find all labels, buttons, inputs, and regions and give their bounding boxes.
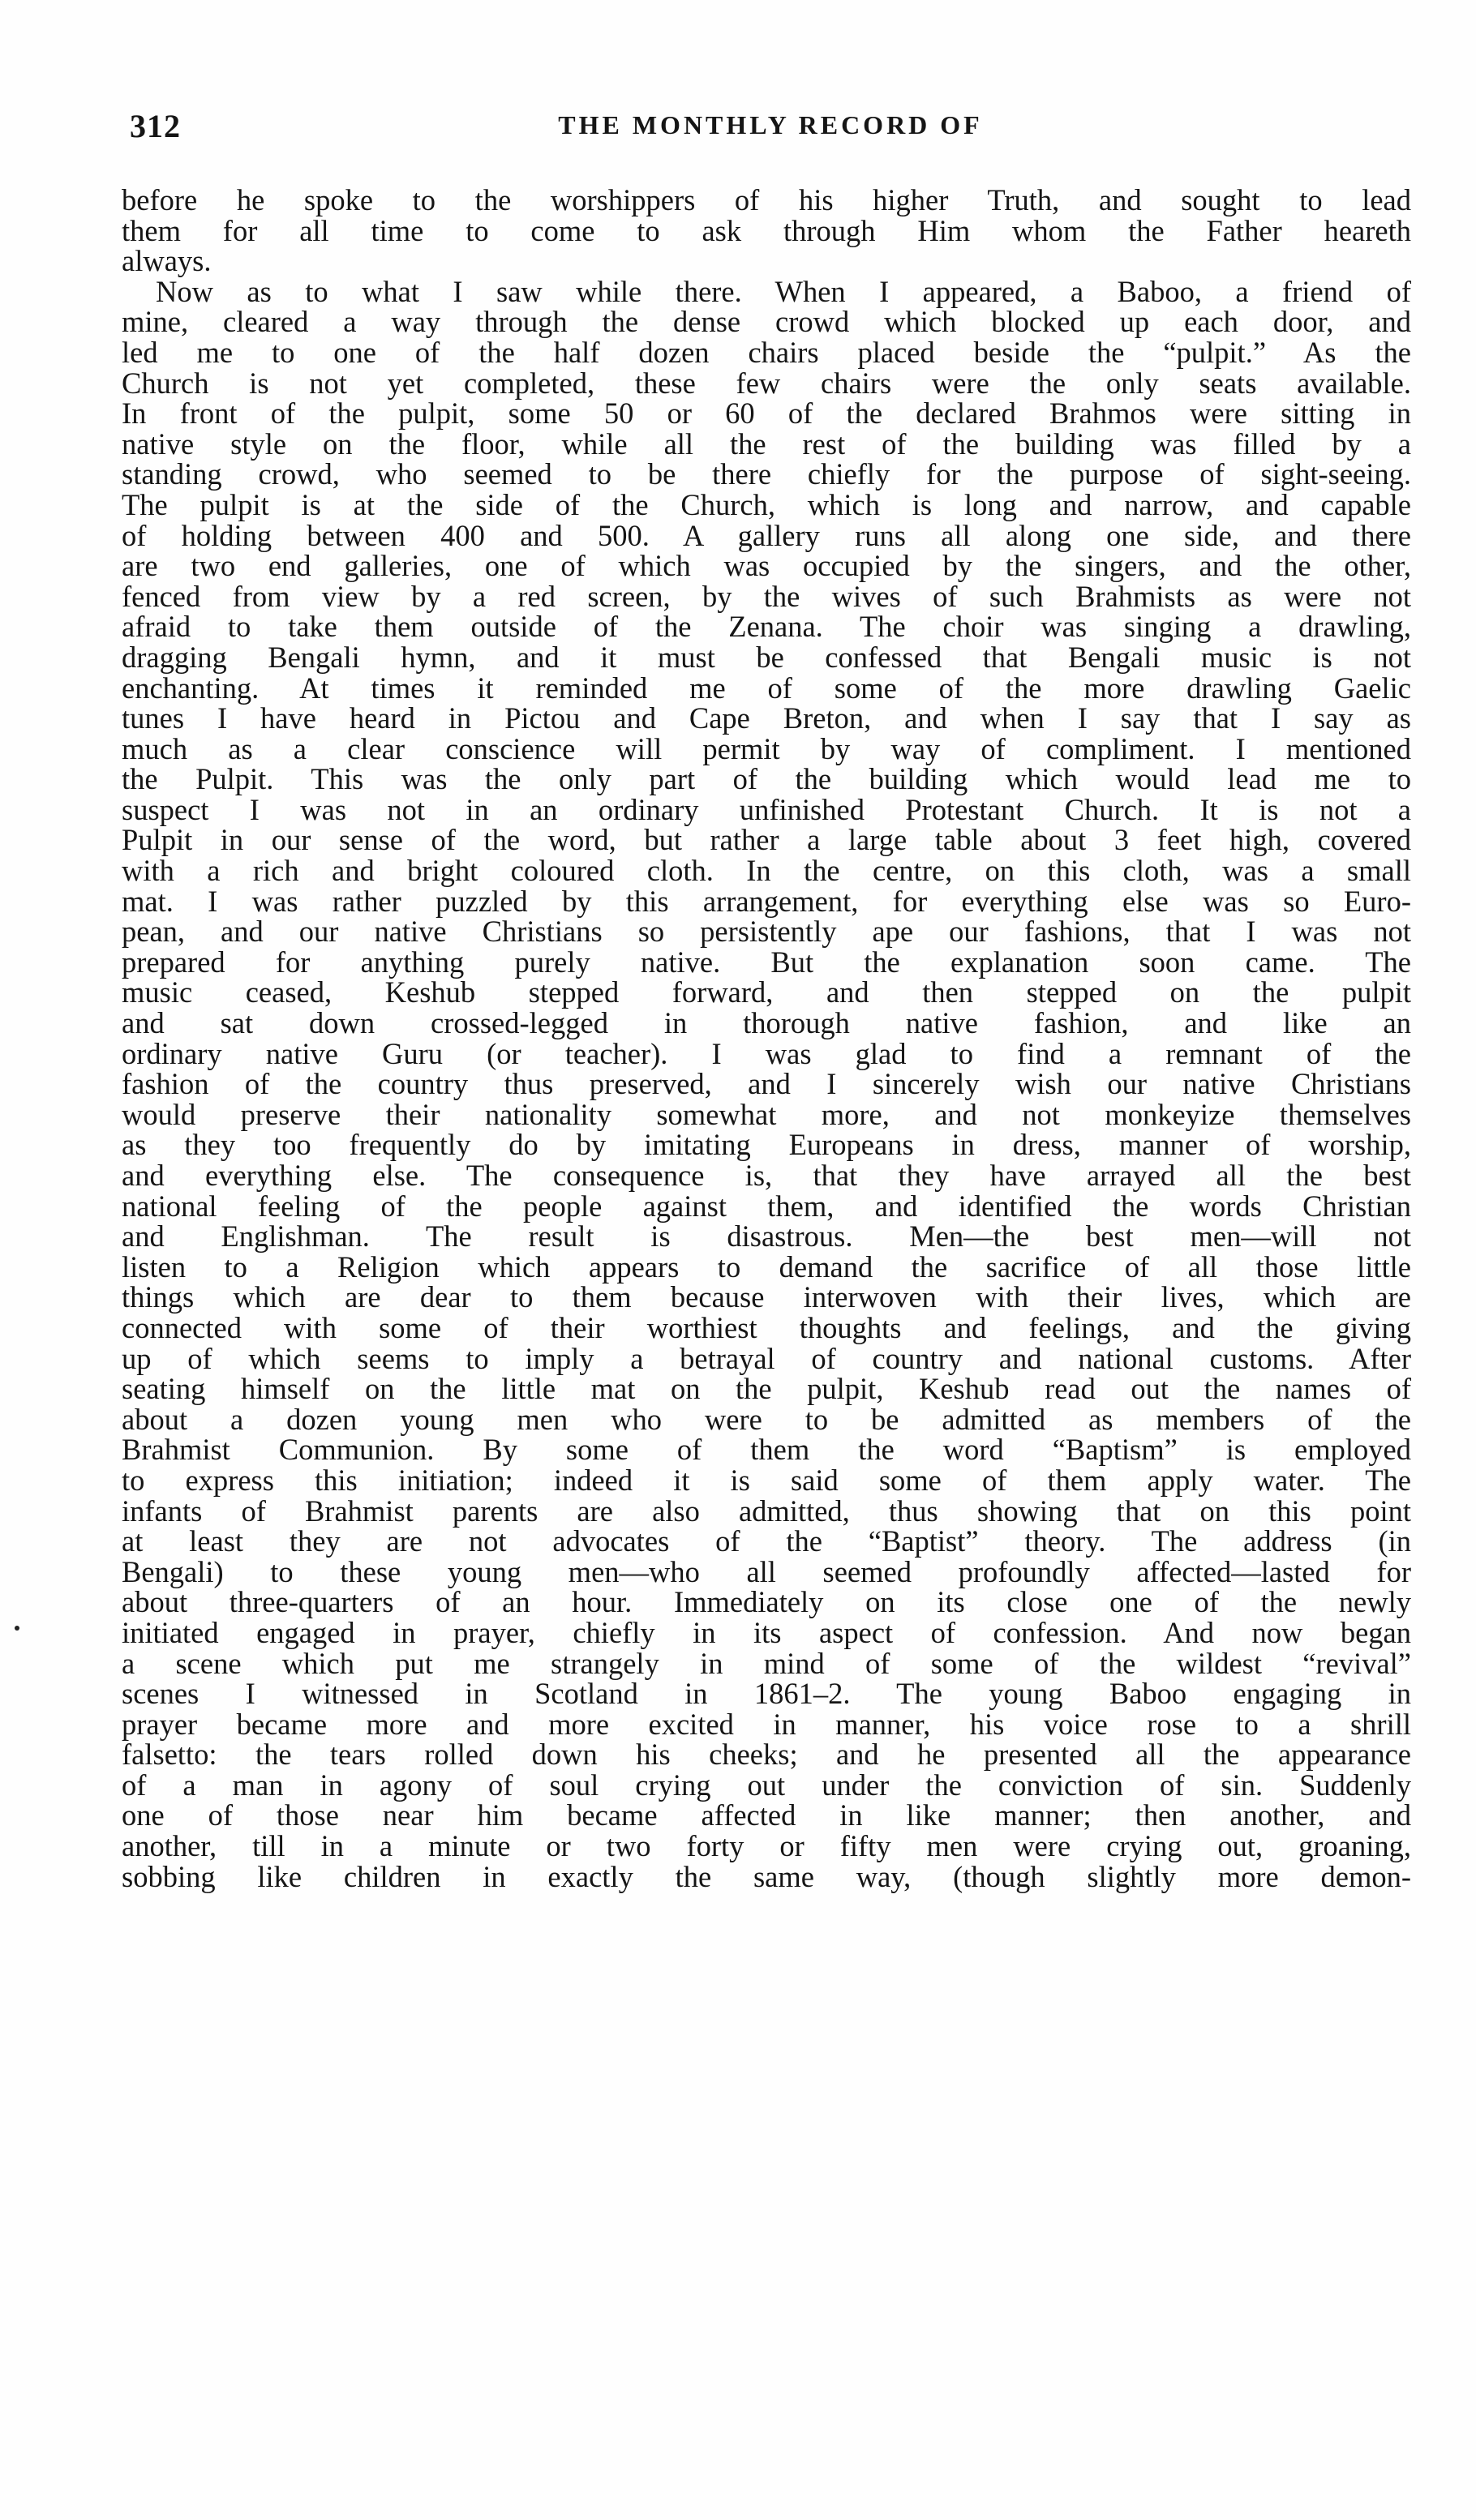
- text-line: the Pulpit. This was the only part of the building which would lead me to: [122, 762, 1411, 796]
- text-line: music ceased, Keshub stepped forward, and then stepped on the pulpit: [122, 975, 1411, 1009]
- text-line: at least they are not advocates of the “Baptist” theory. The address (in: [122, 1524, 1411, 1558]
- text-line: prayer became more and more excited in manner, his voice rose to a shrill: [122, 1707, 1411, 1741]
- text-line: and Englishman. The result is disastrous. Men—the best men—will not: [122, 1219, 1411, 1254]
- text-line: Now as to what I saw while there. When I appeared, a Baboo, a friend of: [156, 274, 1411, 308]
- text-line: national feeling of the people against them, and identified the words Christian: [122, 1189, 1411, 1223]
- text-line: scenes I witnessed in Scotland in 1861–2. The young Baboo engaging in: [122, 1677, 1411, 1711]
- text-line: Bengali) to these young men—who all seemed profoundly affected—lasted for: [122, 1554, 1411, 1588]
- text-line: mine, cleared a way through the dense crowd which blocked up each door, and: [122, 305, 1411, 339]
- text-line: with a rich and bright coloured cloth. In the centre, on this cloth, was a small: [122, 854, 1411, 888]
- text-line: listen to a Religion which appears to demand the sacrifice of all those little: [122, 1249, 1411, 1284]
- text-line: another, till in a minute or two forty or fifty men were crying out, groaning,: [122, 1829, 1411, 1863]
- text-line: of a man in agony of soul crying out under the conviction of sin. Suddenly: [122, 1768, 1411, 1802]
- text-line: suspect I was not in an ordinary unfinished Protestant Church. It is not a: [122, 792, 1411, 826]
- text-line: and everything else. The consequence is, that they have arrayed all the best: [122, 1159, 1411, 1192]
- text-line: sobbing like children in exactly the same way, (though slightly more demon-: [122, 1859, 1411, 1893]
- text-line: Pulpit in our sense of the word, but rather a large table about 3 feet high, covered: [122, 823, 1411, 857]
- text-line: a scene which put me strangely in mind of some of the wildest “revival”: [122, 1646, 1411, 1680]
- text-line: up of which seems to imply a betrayal of country and national customs. After: [122, 1341, 1411, 1375]
- text-line: standing crowd, who seemed to be there chiefly for the purpose of sight-seeing.: [122, 457, 1411, 491]
- running-head: [130, 107, 1411, 156]
- text-line: seating himself on the little mat on the pulpit, Keshub read out the names of: [122, 1372, 1411, 1406]
- text-line: dragging Bengali hymn, and it must be confessed that Bengali music is not: [122, 640, 1411, 674]
- text-line: fashion of the country thus preserved, and I sincerely wish our native Christians: [122, 1067, 1411, 1101]
- running-title: THE MONTHLY RECORD OF: [558, 110, 983, 139]
- text-line: infants of Brahmist parents are also admitted, thus showing that on this point: [122, 1494, 1411, 1528]
- text-line: led me to one of the half dozen chairs placed beside the “pulpit.” As the: [122, 335, 1411, 369]
- text-line: as they too frequently do by imitating Europeans in dress, manner of worship,: [122, 1128, 1411, 1162]
- text-line: of holding between 400 and 500. A gallery runs all along one side, and there: [122, 518, 1411, 552]
- text-line: pean, and our native Christians so persistently ape our fashions, that I was not: [122, 915, 1411, 949]
- text-line: before he spoke to the worshippers of his higher Truth, and sought to lead: [122, 183, 1411, 216]
- text-line: initiated engaged in prayer, chiefly in its aspect of confession. And now began: [122, 1615, 1411, 1649]
- text-line: afraid to take them outside of the Zenana. The choir was singing a drawling,: [122, 610, 1411, 644]
- text-line: to express this initiation; indeed it is said some of them apply water. The: [122, 1463, 1411, 1497]
- text-line: are two end galleries, one of which was occupied by the singers, and the other,: [122, 549, 1411, 583]
- text-line: Church is not yet completed, these few chairs were the only seats available.: [122, 366, 1411, 400]
- text-line: connected with some of their worthiest thoughts and feelings, and the giving: [122, 1310, 1411, 1344]
- text-line: them for all time to come to ask through Him whom the Father heareth: [122, 213, 1411, 247]
- text-line: would preserve their nationality somewhat more, and not monkeyize themselves: [122, 1097, 1411, 1131]
- text-line: tunes I have heard in Pictou and Cape Breton, and when I say that I say as: [122, 701, 1411, 735]
- text-line: much as a clear conscience will permit by way of compliment. I mentioned: [122, 731, 1411, 765]
- margin-dot-mark: [15, 1626, 19, 1631]
- page-number: 312: [130, 108, 181, 144]
- text-line: about a dozen young men who were to be admitted as members of the: [122, 1402, 1411, 1436]
- text-line: mat. I was rather puzzled by this arrangement, for everything else was so Euro-: [122, 884, 1411, 918]
- text-line: about three-quarters of an hour. Immediately on its close one of the newly: [122, 1585, 1411, 1619]
- text-line: prepared for anything purely native. But the explanation soon came. The: [122, 945, 1411, 979]
- body-text: [122, 185, 1411, 1892]
- text-line: native style on the floor, while all the rest of the building was filled by a: [122, 426, 1411, 461]
- text-line: Brahmist Communion. By some of them the word “Baptism” is employed: [122, 1433, 1411, 1467]
- text-line: fenced from view by a red screen, by the wives of such Brahmists as were not: [122, 579, 1411, 613]
- text-line: ordinary native Guru (or teacher). I was glad to find a remnant of the: [122, 1036, 1411, 1070]
- text-line: In front of the pulpit, some 50 or 60 of the declared Brahmos were sitting in: [122, 396, 1411, 431]
- text-line: always.: [122, 244, 212, 278]
- text-line: and sat down crossed-legged in thorough native fashion, and like an: [122, 1006, 1411, 1040]
- text-line: one of those near him became affected in like manner; then another, and: [122, 1798, 1411, 1832]
- text-line: things which are dear to them because interwoven with their lives, which are: [122, 1280, 1411, 1314]
- text-line: enchanting. At times it reminded me of some of the more drawling Gaelic: [122, 671, 1411, 705]
- text-line: The pulpit is at the side of the Church, which is long and narrow, and capable: [122, 487, 1411, 521]
- text-line: falsetto: the tears rolled down his cheeks; and he presented all the appearance: [122, 1738, 1411, 1772]
